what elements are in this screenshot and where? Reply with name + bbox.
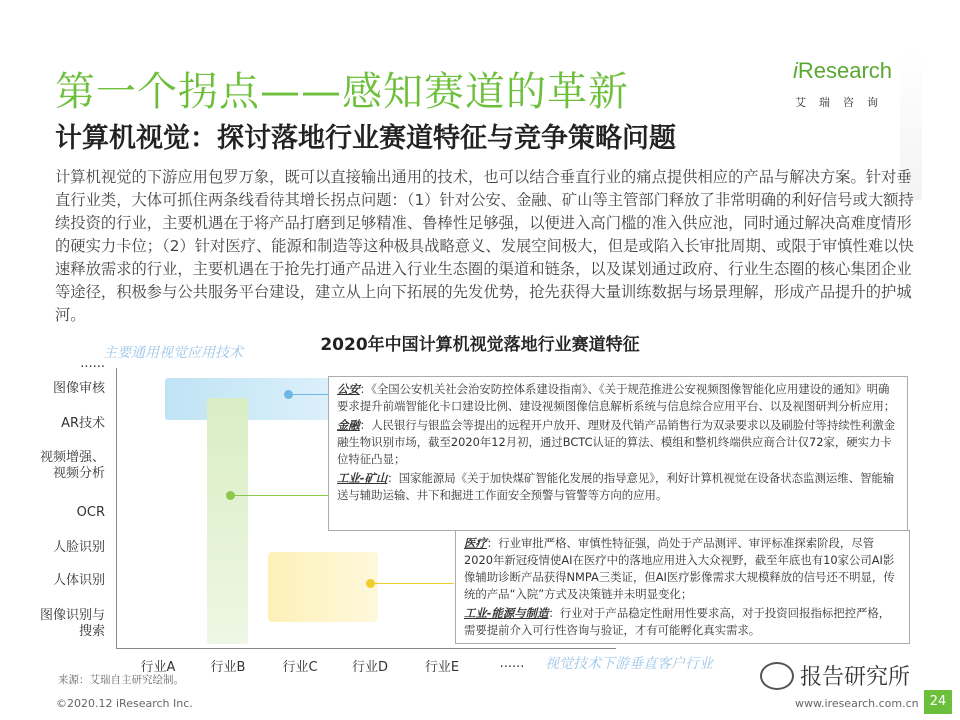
callout-lower-energy [464,605,901,639]
x-tick-c: 行业C [282,660,318,675]
x-tick-e: 行业E [424,660,460,675]
logo-wordmark-i: i [793,58,798,83]
callout-upper-mining [337,470,899,504]
site-url[interactable]: www.iresearch.com.cn [795,697,919,710]
callout-lower-key-1: 医疗 [464,536,487,550]
intro-paragraph: 计算机视觉的下游应用包罗万象，既可以直接输出通用的技术，也可以结合垂直行业的痛点提供相应的产品与解决方案。针对垂直行业类，大体可抓住两条线看待其增长拐点问题：（1）针对公安、金融、矿山等主管部门释放了非常明确的利好信号或大额持续投资的行业，主要机遇在于将产品打磨到足够精准、鲁棒性足够强，以便进入高门槛的准入供应池，同时通过解决高难度情形的硬实力卡位；（2）针对医疗、能源和制造等这种极具战略意义、发展空间极大，但是或陷入长审批周期、或限于审慎性难以快速释放需求的行业，主要机遇在于抢先打通产品进入行业生态圈的渠道和链条，以及谋划通过政府、行业生态圈的核心集团企业等途径，积极参与公共服务平台建设，建立从上向下拓展的先发优势，抢先获得大量训练数据与场景理解，形成产品提升的护城河。 [55,168,914,324]
logo-chinese: 艾瑞咨询 [795,96,891,109]
connector-blue [290,394,328,395]
x-axis-title: 视觉技术下游垂直客户行业 [545,656,713,672]
callout-upper-text-2: ：人民银行与银监会等提出的远程开户放开、理财及代销产品销售行为双录要求以及刷脸付等持续性利激金融生物识别市场，截至2020年12月初，通过BCTC认证的算法、模组和整机终端供应商合计仅72家，硬实力卡位特征凸显； [337,418,896,466]
page-subtitle: 计算机视觉：探讨落地行业赛道特征与竞争策略问题 [55,123,676,154]
x-tick-b: 行业B [210,660,246,675]
x-tick-more: ...... [499,656,525,671]
wechat-icon [760,662,794,690]
y-tick-body: 人体识别 [52,573,105,588]
callout-upper-key-2: 金融 [337,418,360,432]
connector-green [232,495,328,496]
callout-upper-text-1: ：《全国公安机关社会治安防控体系建设指南》、《关于规范推进公安视频图像智能化应用建设的通知》明确要求提升前端智能化卡口建设比例、建设视频图像信息解析系统与信息综合应用平台、以及视图研判分析应用； [337,382,896,413]
chart-title: 2020年中国计算机视觉落地行业赛道特征 [320,335,640,355]
marker-blue [284,390,293,399]
y-tick-more: ...... [80,356,105,371]
iresearch-logo [793,58,923,120]
callout-lower-key-2: 工业-能源与制造 [464,606,549,620]
callout-box-upper [328,376,908,531]
y-tick-ocr: OCR [76,505,105,520]
x-tick-a: 行业A [140,660,176,675]
marker-green [226,491,235,500]
callout-lower-text-1: ：行业审批严格、审慎性特征强，尚处于产品测评、审评标准探索阶段，尽管2020年新冠疫情使AI在医疗中的落地应用进入大众视野，截至年底也有10家公司AI影像辅助诊断产品获得NMPA三类证，但AI医疗影像需求大规模释放的信号还不明显，传统的产品“入院”方式及决策链并未明显变化； [464,536,895,601]
logo-wordmark [793,58,892,84]
x-tick-d: 行业D [351,660,388,675]
copyright: ©2020.12 iResearch Inc. [56,697,193,710]
y-tick-image-review: 图像审核 [52,381,105,396]
watermark-text: 报告研究所 [800,665,911,690]
y-axis-line [116,368,117,648]
callout-lower-text-2: ：行业对于产品稳定性耐用性要求高，对于投资回报指标把控严格，需要提前介入可行性咨询与验证，才有可能孵化真实需求。 [464,606,891,637]
callout-lower-medical [464,535,901,603]
callout-upper-finance [337,417,899,468]
logo-wordmark-rest: Research [797,58,893,83]
highlight-band-green [207,398,248,644]
y-tick-video: 视频增强、视频分析 [39,450,105,481]
x-axis-line [116,648,616,649]
y-axis-title: 主要通用视觉应用技术 [103,345,243,361]
source-note: 来源：艾瑞自主研究绘制。 [58,674,184,686]
callout-upper-public-security [337,381,899,415]
connector-yellow [372,583,454,584]
callout-box-lower [455,530,910,644]
callout-upper-key-3: 工业-矿山 [337,471,388,485]
watermark [760,660,910,696]
y-tick-face: 人脸识别 [52,540,105,555]
y-tick-image-search: 图像识别与搜索 [39,608,105,639]
callout-upper-text-3: ：国家能源局《关于加快煤矿智能化发展的指导意见》，利好计算机视觉在设备状态监测运维、智能输送与辅助运输、井下和掘进工作面安全预警与管警等方向的应用。 [337,471,895,502]
page-number: 24 [924,690,952,714]
marker-yellow [366,579,375,588]
page-title: 第一个拐点——感知赛道的革新 [55,69,629,115]
callout-upper-key-1: 公安 [337,382,360,396]
highlight-band-yellow [268,552,378,622]
y-tick-ar: AR技术 [61,416,105,431]
